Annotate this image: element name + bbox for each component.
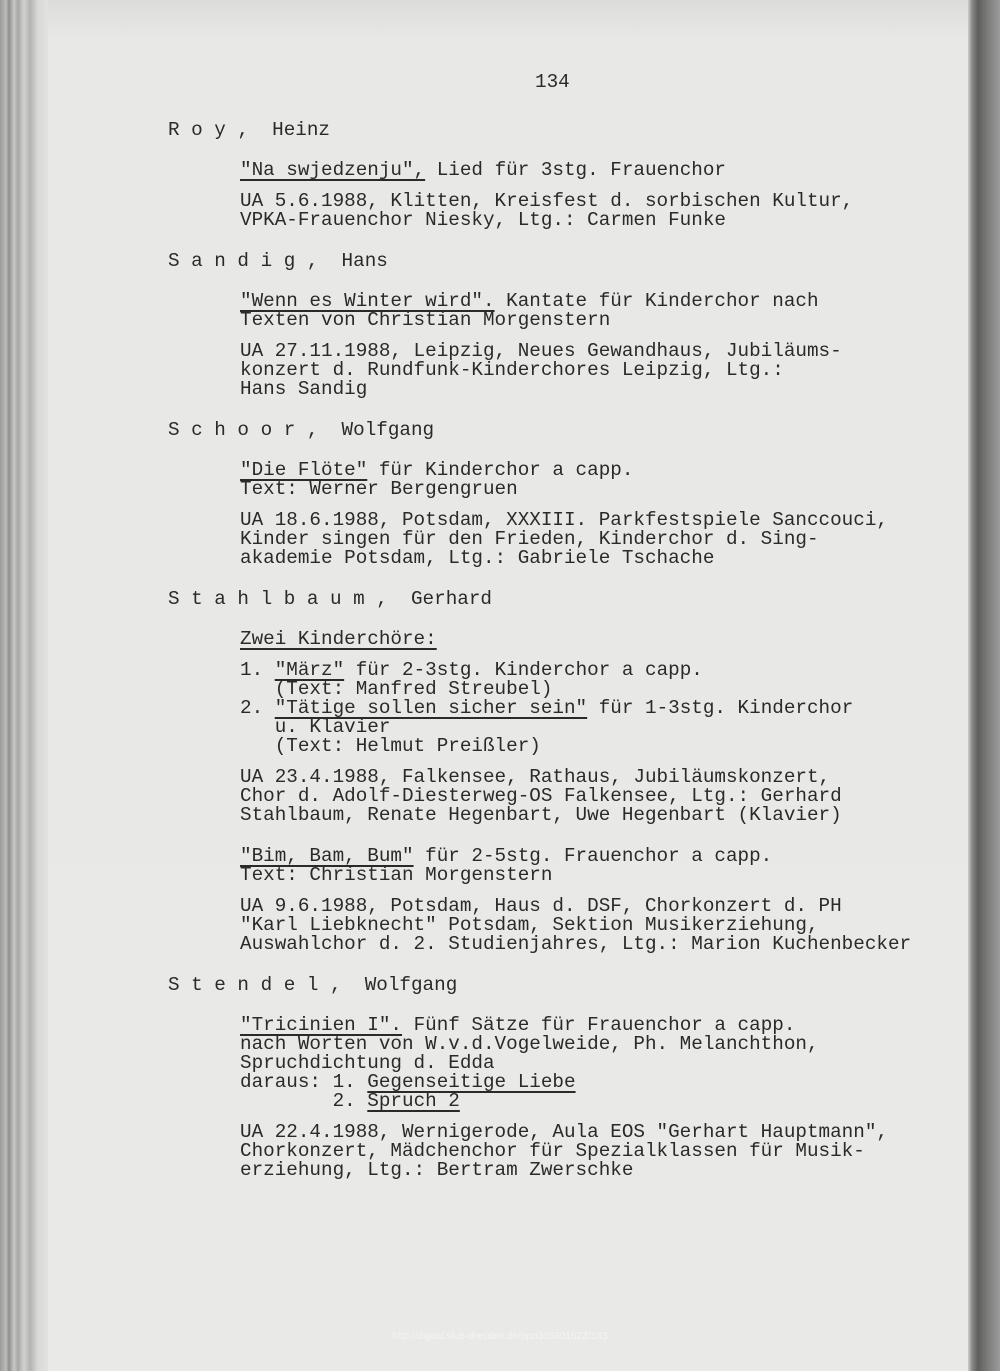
text-segment: Spruchdichtung d. Edda [240,1052,495,1074]
text-segment: (Text: Manfred Streubel) [240,678,553,700]
book-binding-edge-right [968,0,1000,1371]
text-segment: (Text: Helmut Preißler) [240,735,541,757]
book-page-edges-left [0,0,48,1371]
work-entry [240,461,968,568]
composer-name: S t a h l b a u m , Gerhard [168,588,492,610]
text-segment: 2. [240,1090,368,1112]
work-title-line [240,630,968,649]
underlined-title: Spruch 2 [367,1090,460,1112]
premiere-line: UA 23.4.1988, Falkensee, Rathaus, Jubiläumskonzert, [240,766,831,788]
text-segment: daraus: 1. [240,1071,368,1093]
work-title-line [240,866,968,885]
composer-entry [168,121,968,230]
composer-entry [168,252,968,399]
underlined-title: "Die Flöte" [240,459,368,481]
premiere-line: UA 18.6.1988, Potsdam, XXXIII. Parkfestspiele Sanccouci, [240,509,888,531]
composer-name: S t e n d e l , Wolfgang [168,974,458,996]
work-title [240,161,968,180]
premiere-line: Chor d. Adolf-Diesterweg-OS Falkensee, Ltg.: Gerhard [240,785,842,807]
work-entry [240,847,968,954]
premiere-info [240,192,968,230]
premiere-line: UA 5.6.1988, Klitten, Kreisfest d. sorbischen Kultur, [240,190,854,212]
premiere-line: Kinder singen für den Frieden, Kinderchor d. Sing- [240,528,819,550]
work-entry [240,161,968,230]
work-title [240,1016,968,1111]
work-entry [240,1016,968,1180]
premiere-info [240,342,968,399]
underlined-title: Zwei Kinderchöre: [240,628,437,650]
premiere-line: Auswahlchor d. 2. Studienjahres, Ltg.: Marion Kuchenbecker [240,933,912,955]
text-segment: Kantate für Kinderchor nach [494,290,819,312]
composer-name: S c h o o r , Wolfgang [168,419,435,441]
text-segment: für 1-3stg. Kinderchor [587,697,854,719]
text-segment: für Kinderchor a capp. [367,459,634,481]
premiere-line: UA 9.6.1988, Potsdam, Haus d. DSF, Chorkonzert d. PH [240,895,842,917]
work-title-line [240,480,968,499]
work-entry [240,292,968,399]
underlined-title: "Bim, Bam, Bum" [240,845,414,867]
composer-list [168,121,968,1199]
text-segment: Texten von Christian Morgenstern [240,309,611,331]
underlined-title: "Tricinien I". [240,1014,402,1036]
underlined-title: "Tätige sollen sicher sein" [274,697,588,719]
work-title [240,630,968,649]
text-segment: Text: Werner Bergengruen [240,478,518,500]
premiere-line: Hans Sandig [240,378,368,400]
work-list [240,661,968,756]
premiere-line: UA 22.4.1988, Wernigerode, Aula EOS "Gerhart Hauptmann", [240,1121,888,1143]
composer-entry [168,590,968,954]
premiere-line: Chorkonzert, Mädchenchor für Spezialklassen für Musik- [240,1140,865,1162]
underlined-title: "Wenn es Winter wird". [240,290,495,312]
work-title [240,847,968,885]
composer-entry [168,421,968,568]
source-url-watermark: http://digital.slub-dresden.de/ppn30580162Z/143 [392,1331,608,1342]
composer-name: S a n d i g , Hans [168,250,388,272]
work-entry [240,630,968,825]
premiere-info [240,1123,968,1180]
underlined-title: "März" [274,659,345,681]
premiere-info [240,511,968,568]
text-segment: Lied für 3stg. Frauenchor [425,159,726,181]
composer-name: R o y , Heinz [168,119,330,141]
composer-entry [168,976,968,1180]
work-title-line [240,311,968,330]
text-segment: 2. [240,697,275,719]
premiere-line: akademie Potsdam, Ltg.: Gabriele Tschache [240,547,715,569]
underlined-title: "Na swjedzenju", [240,159,426,181]
premiere-line: "Karl Liebknecht" Potsdam, Sektion Musikerziehung, [240,914,819,936]
page-number: 134 [535,71,570,93]
text-segment: Text: Christian Morgenstern [240,864,553,886]
text-segment: u. Klavier [240,716,391,738]
work-title [240,292,968,330]
premiere-line: konzert d. Rundfunk-Kinderchores Leipzig, Ltg.: [240,359,784,381]
underlined-title: Gegenseitige Liebe [367,1071,576,1093]
text-segment: für 2-3stg. Kinderchor a capp. [344,659,703,681]
text-segment: Fünf Sätze für Frauenchor a capp. [402,1014,796,1036]
premiere-info [240,768,968,825]
work-title [240,461,968,499]
premiere-line: UA 27.11.1988, Leipzig, Neues Gewandhaus, Jubiläums- [240,340,842,362]
premiere-line: erziehung, Ltg.: Bertram Zwerschke [240,1159,634,1181]
premiere-line: VPKA-Frauenchor Niesky, Ltg.: Carmen Funke [240,209,726,231]
text-segment: nach Worten von W.v.d.Vogelweide, Ph. Melanchthon, [240,1033,819,1055]
work-title-line [240,1092,968,1111]
work-list-item [240,737,968,756]
premiere-line: Stahlbaum, Renate Hegenbart, Uwe Hegenbart (Klavier) [240,804,842,826]
premiere-info [240,897,968,954]
work-title-line [240,161,968,180]
text-segment: 1. [240,659,275,681]
text-segment: für 2-5stg. Frauenchor a capp. [413,845,773,867]
